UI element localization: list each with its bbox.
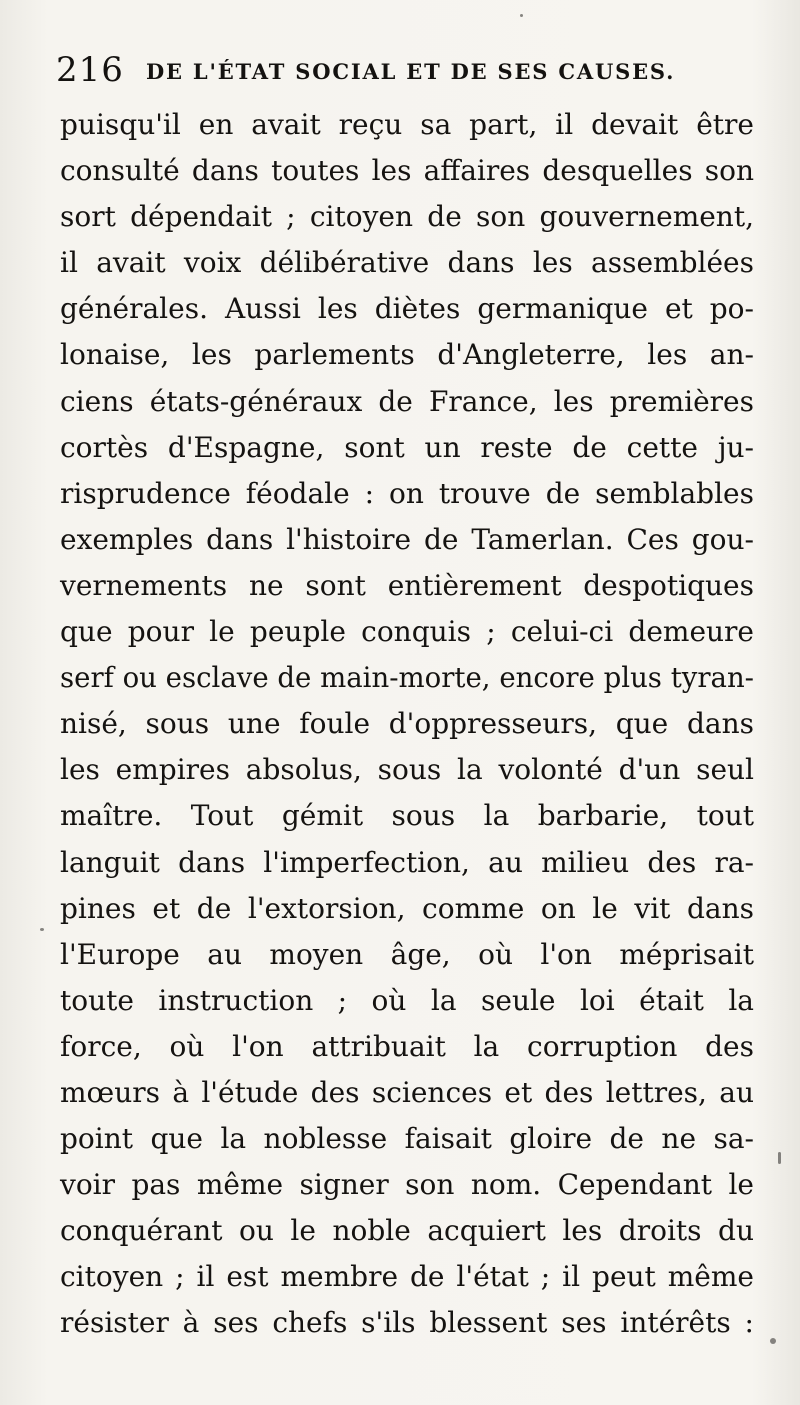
print-speck: [520, 14, 523, 17]
text-line: les empires absolus, sous la volonté d'un seul: [60, 753, 754, 787]
text-line: serf ou esclave de main-morte, encore plus tyran-: [60, 662, 754, 695]
text-line: citoyen ; il est membre de l'état ; il peut même: [60, 1260, 754, 1294]
print-speck: [778, 1152, 781, 1164]
text-line: voir pas même signer son nom. Cependant le: [60, 1168, 754, 1202]
page-number: 216: [56, 50, 124, 90]
text-line: que pour le peuple conquis ; celui-ci demeure: [60, 615, 754, 649]
print-speck: [40, 928, 44, 931]
text-line: languit dans l'imperfection, au milieu des ra-: [60, 845, 754, 879]
text-line: pines et de l'extorsion, comme on le vit dans: [60, 891, 754, 925]
text-line: l'Europe au moyen âge, où l'on méprisait: [60, 937, 754, 971]
text-line: vernements ne sont entièrement despotiques: [60, 568, 754, 602]
text-line: exemples dans l'histoire de Tamerlan. Ces gou-: [60, 522, 754, 556]
text-line: consulté dans toutes les affaires desquelles son: [60, 154, 754, 188]
text-line: maître. Tout gémit sous la barbarie, tout: [60, 799, 754, 833]
text-line: conquérant ou le noble acquiert les droits du: [60, 1214, 754, 1248]
text-line: ciens états-généraux de France, les premières: [60, 384, 754, 418]
text-line: nisé, sous une foule d'oppresseurs, que dans: [60, 707, 754, 741]
text-line: point que la noblesse faisait gloire de ne sa-: [60, 1122, 754, 1156]
page-header: [56, 46, 756, 94]
text-line: puisqu'il en avait reçu sa part, il devait être: [60, 108, 754, 141]
text-line: toute instruction ; où la seule loi était la: [60, 983, 754, 1017]
text-line: lonaise, les parlements d'Angleterre, les an-: [60, 338, 754, 372]
running-title: DE L'ÉTAT SOCIAL ET DE SES CAUSES.: [146, 59, 676, 84]
text-line: cortès d'Espagne, sont un reste de cette ju-: [60, 430, 754, 464]
text-line: résister à ses chefs s'ils blessent ses intérêts :: [60, 1306, 754, 1340]
text-line: il avait voix délibérative dans les assemblées: [60, 246, 754, 280]
body-text: [60, 102, 754, 1347]
text-line: mœurs à l'étude des sciences et des lettres, au: [60, 1075, 754, 1109]
text-line: force, où l'on attribuait la corruption des: [60, 1029, 754, 1063]
print-speck: [770, 1338, 776, 1344]
text-line: sort dépendait ; citoyen de son gouvernement,: [60, 200, 754, 234]
text-line: générales. Aussi les diètes germanique et po-: [60, 292, 754, 326]
text-line: risprudence féodale : on trouve de semblables: [60, 476, 754, 510]
